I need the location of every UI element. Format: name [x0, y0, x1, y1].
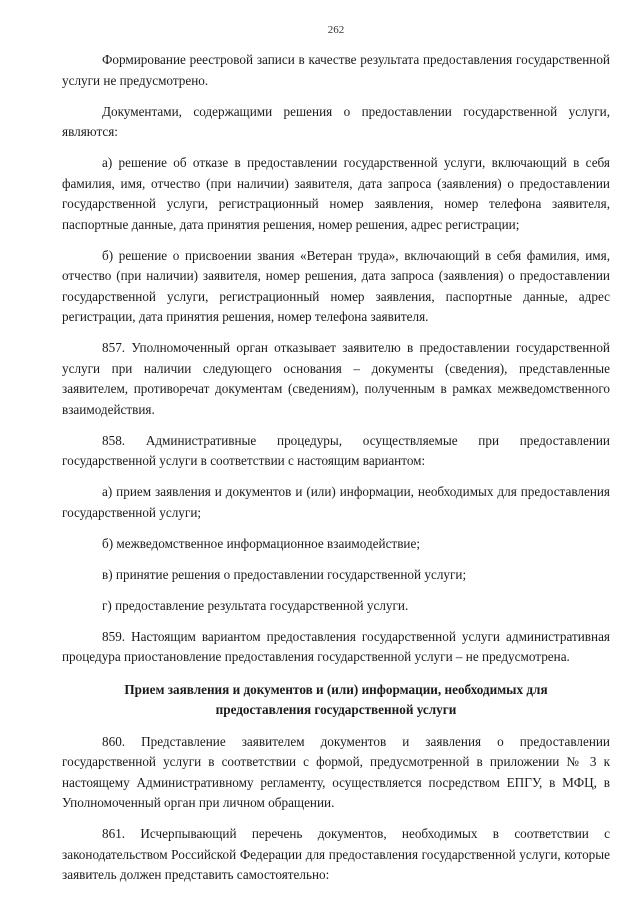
paragraph-857: 857. Уполномоченный орган отказывает заявителю в предоставлении государственной услуги при наличии следующего основания – документы (сведения), представленные заявителем, противоречат документам (сведениям), полученным в рамках межведомственного взаимодействия.	[62, 340, 610, 417]
document-page	[62, 24, 610, 896]
list-item-g: г) предоставление результата государственной услуги.	[102, 597, 409, 613]
paragraph-860: 860. Представление заявителем документов и заявления о предоставлении государственной услуги в соответствии с формой, предусмотренной в приложении № 3 к настоящему Административному регламенту, осуществляется посредством ЕПГУ, в МФЦ, в Уполномоченный орган при личном обращении.	[62, 733, 610, 810]
paragraph-registry-record: Формирование реестровой записи в качестве результата предоставления государственной услуги не предусмотрено.	[62, 52, 610, 88]
page-number: 262	[327, 24, 345, 36]
paragraph-859: 859. Настоящим вариантом предоставления государственной услуги административная процедура приостановление предоставления государственной услуги – не предусмотрена.	[62, 628, 610, 664]
paragraph-861: 861. Исчерпывающий перечень документов, необходимых в соответствии с законодательством Российской Федерации для предоставления государственной услуги, которые заявитель должен представить самостоятельно:	[62, 826, 610, 882]
list-item-v: в) принятие решения о предоставлении государственной услуги;	[102, 566, 467, 582]
paragraph-refusal-decision: а) решение об отказе в предоставлении государственной услуги, включающий в себя фамилия, имя, отчество (при наличии) заявителя, дата запроса (заявления) о предоставлении государственной услуги, регистрационный номер заявления, номер телефона заявителя, паспортные данные, дата принятия решения, номер решения, адрес регистрации;	[62, 155, 610, 232]
list-item-b: б) межведомственное информационное взаимодействие;	[102, 535, 420, 551]
paragraph-858: 858. Административные процедуры, осуществляемые при предоставлении государственной услуги в соответствии с настоящим вариантом:	[62, 432, 610, 468]
paragraph-veteran-decision: б) решение о присвоении звания «Ветеран труда», включающий в себя фамилия, имя, отчество (при наличии) заявителя, номер решения, дата запроса (заявления) о предоставлении государственной услуги, регистрационный номер заявления, паспортные данные, адрес регистрации, дата принятия решения, номер телефона заявителя.	[62, 247, 610, 324]
list-item-a: а) прием заявления и документов и (или) информации, необходимых для предоставления государственной услуги;	[62, 484, 610, 520]
section-heading: Прием заявления и документов и (или) информации, необходимых для предоставления государственной услуги	[124, 681, 548, 717]
paragraph-decision-documents: Документами, содержащими решения о предоставлении государственной услуги, являются:	[62, 103, 610, 139]
